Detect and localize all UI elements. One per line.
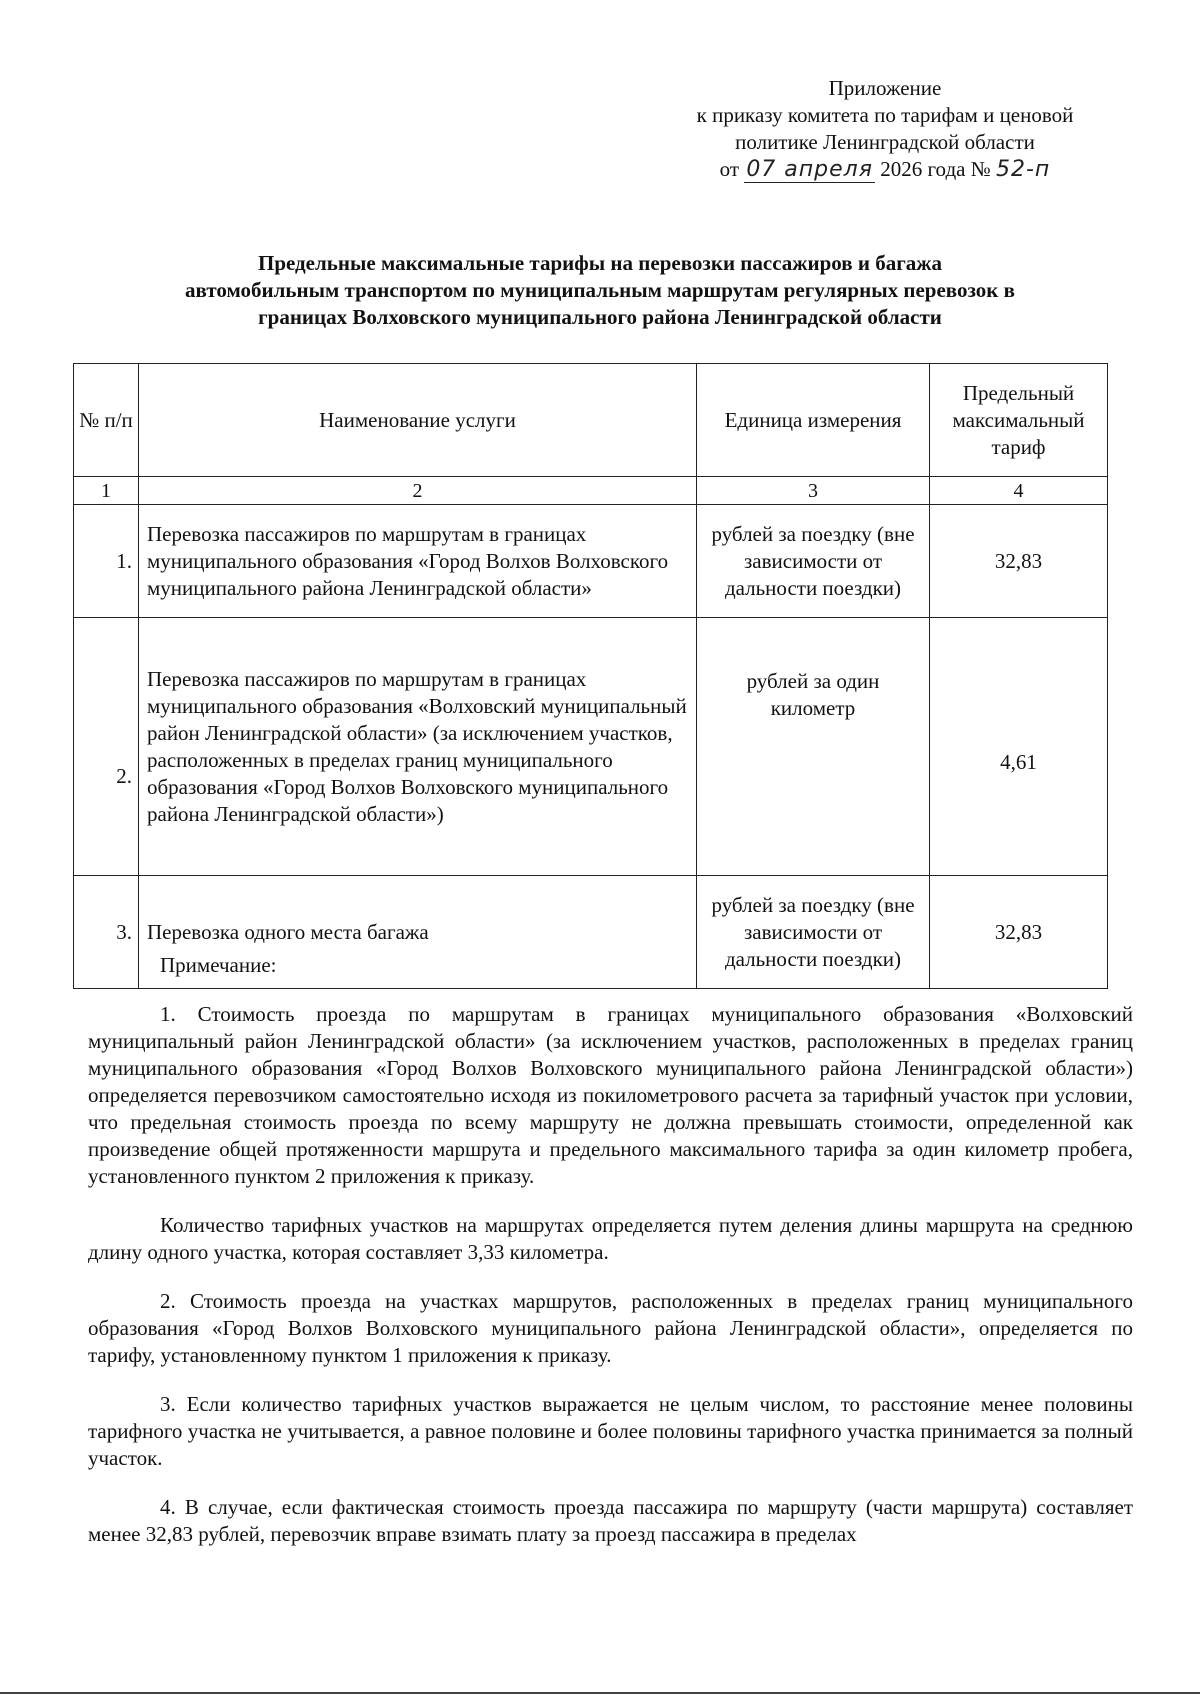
note-paragraph-1: 1. Стоимость проезда по маршрутам в границах муниципального образования «Волховский муниципальный район Ленинградской области» (за исключением участков, расположенных в пределах границ муниципального образования «Город Волхов Волховского муниципального района Ленинградской области») определяется перевозчиком самостоятельно исходя из покилометрового расчета за тарифный участок при условии, что предельная стоимость проезда по всему маршруту не должна превышать стоимости, определенной как произведение общей протяженности маршрута и предельного максимального тарифа за один километр пробега, установленного пунктом 2 приложения к приказу. — [88, 1002, 1133, 1188]
service-name: Перевозка одного места багажа — [139, 876, 697, 989]
unit-of-measure: рублей за один километр — [697, 618, 930, 876]
header-cell-tariff: Предельный максимальный тариф — [930, 364, 1108, 477]
header-line-3: политике Ленинградской области — [735, 130, 1035, 154]
header-cell-unit: Единица измерения — [697, 364, 930, 477]
title-line-3: границах Волховского муниципального района Ленинградской области — [258, 305, 942, 329]
header-cell-number: № п/п — [74, 364, 139, 477]
row-number: 3. — [74, 876, 139, 989]
appendix-header — [650, 75, 1120, 183]
document-title — [95, 250, 1105, 331]
header-cell-service: Наименование услуги — [139, 364, 697, 477]
title-line-1: Предельные максимальные тарифы на перевозки пассажиров и багажа — [258, 251, 942, 275]
notes-title: Примечание: — [160, 953, 277, 977]
column-number-cell: 2 — [139, 477, 697, 505]
tariff-value: 32,83 — [930, 505, 1108, 618]
table-header-row — [74, 364, 1108, 477]
header-line-4 — [650, 156, 1120, 183]
row-number: 2. — [74, 618, 139, 876]
header-line-1: Приложение — [828, 76, 942, 100]
table-row — [74, 618, 1108, 876]
unit-of-measure: рублей за поездку (вне зависимости от дальности поездки) — [697, 876, 930, 989]
service-name: Перевозка пассажиров по маршрутам в границах муниципального образования «Город Волхов Волховского муниципального района Ленинградской области» — [139, 505, 697, 618]
title-line-2: автомобильным транспортом по муниципальным маршрутам регулярных перевозок в — [185, 278, 1015, 302]
unit-of-measure: рублей за поездку (вне зависимости от дальности поездки) — [697, 505, 930, 618]
service-name: Перевозка пассажиров по маршрутам в границах муниципального образования «Волховский муниципальный район Ленинградской области» (за исключением участков, расположенных в пределах границ муниципального образования «Город Волхов Волховского муниципального района Ленинградской области») — [139, 618, 697, 876]
column-number-cell: 4 — [930, 477, 1108, 505]
handwritten-date: 07 апреля — [746, 157, 873, 182]
header-year-label: 2026 года № — [880, 157, 991, 181]
note-paragraph-4: 4. В случае, если фактическая стоимость проезда пассажира по маршруту (части маршрута) составляет менее 32,83 рублей, перевозчик вправе взимать плату за проезд пассажира в пределах — [88, 1495, 1133, 1546]
table-row — [74, 505, 1108, 618]
header-from-label: от — [719, 157, 740, 181]
row-number: 1. — [74, 505, 139, 618]
scan-edge-line — [0, 1692, 1200, 1694]
tariff-value: 32,83 — [930, 876, 1108, 989]
column-numbers-row — [74, 477, 1108, 505]
tariff-table — [73, 363, 1108, 989]
header-line-2: к приказу комитета по тарифам и ценовой — [696, 103, 1074, 127]
column-number-cell: 3 — [697, 477, 930, 505]
handwritten-order-number: 52-п — [996, 157, 1051, 182]
column-number-cell: 1 — [74, 477, 139, 505]
tariff-value: 4,61 — [930, 618, 1108, 876]
note-paragraph-2: 2. Стоимость проезда на участках маршрутов, расположенных в пределах границ муниципального образования «Город Волхов Волховского муниципального района Ленинградской области», определяется по тарифу, установленному пунктом 1 приложения к приказу. — [88, 1289, 1133, 1367]
note-paragraph-3: 3. Если количество тарифных участков выражается не целым числом, то расстояние менее половины тарифного участка не учитывается, а равное половине и более половины тарифного участка принимается за полный участок. — [88, 1392, 1133, 1470]
note-paragraph-1b: Количество тарифных участков на маршрутах определяется путем деления длины маршрута на среднюю длину одного участка, которая составляет 3,33 километра. — [88, 1213, 1133, 1264]
notes-section — [88, 952, 1133, 1548]
